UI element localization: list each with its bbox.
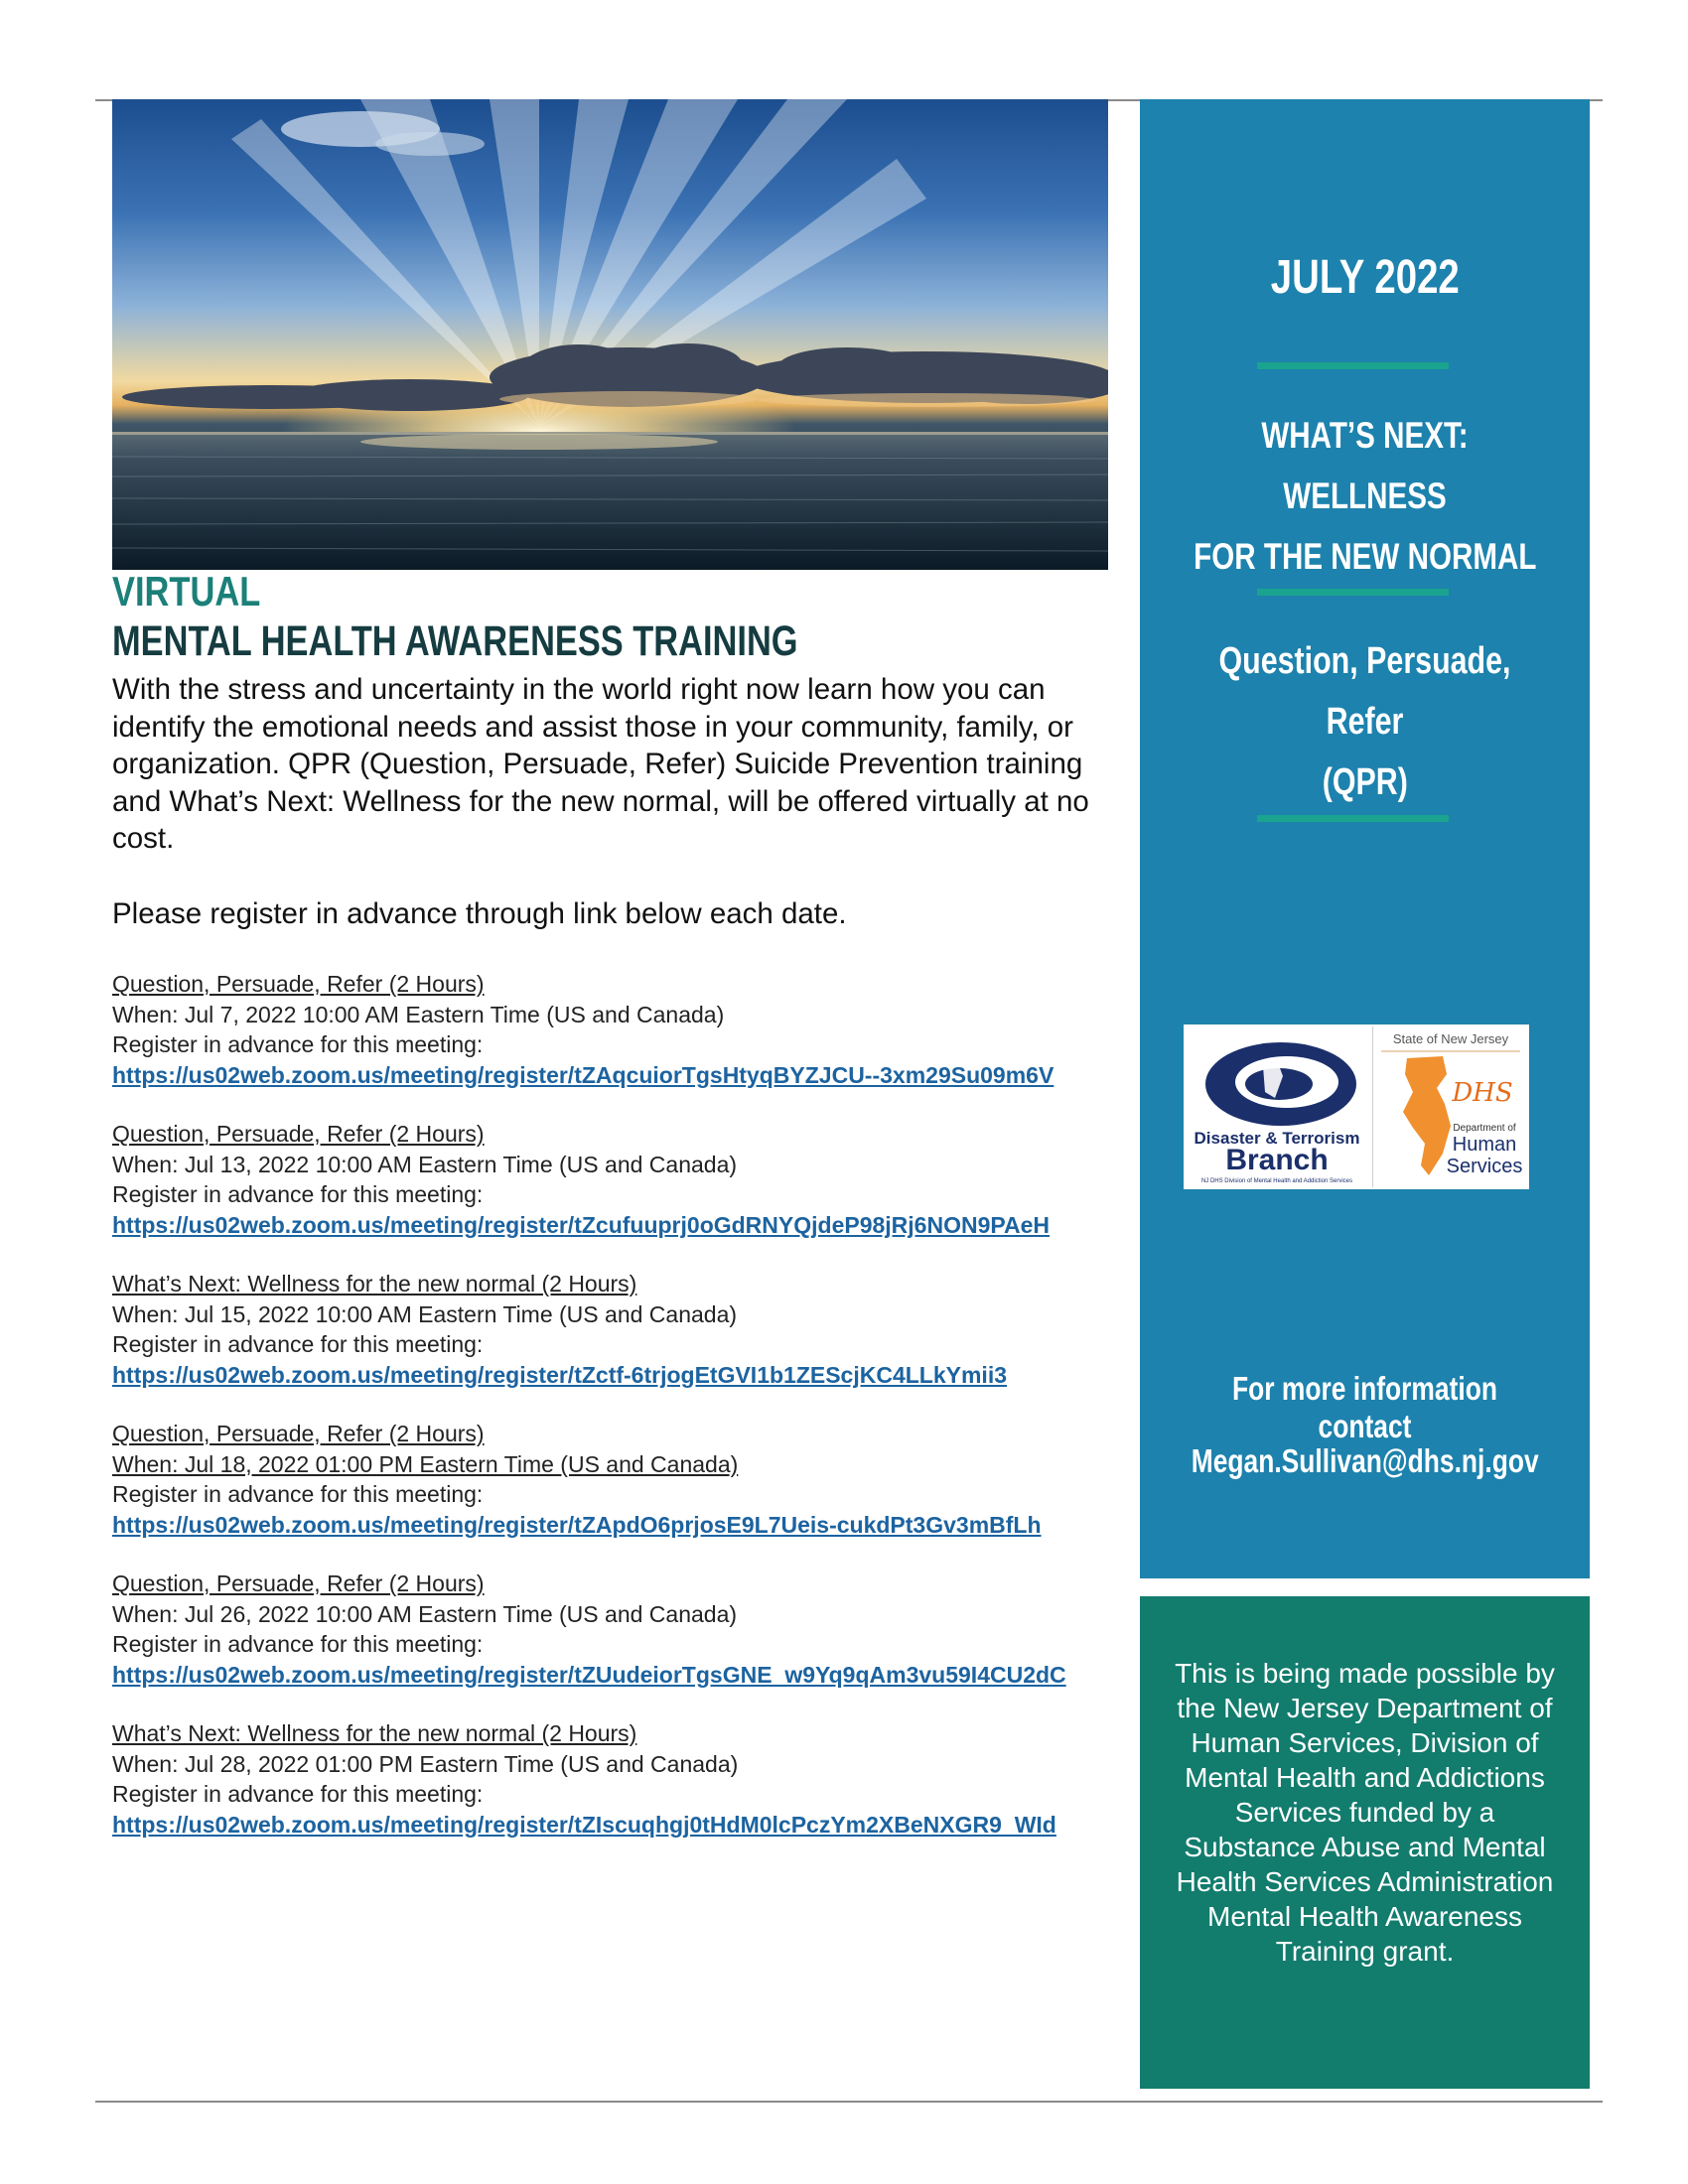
nj-dhs-logo	[1372, 1026, 1528, 1187]
new-jersey-map-icon	[1373, 1026, 1528, 1187]
session-registration-link[interactable]: https://us02web.zoom.us/meeting/register/tZApdO6prjosE9L7Ueis-cukdPt3Gv3mBfLh	[112, 1511, 1042, 1538]
svg-text:Human: Human	[1452, 1134, 1517, 1156]
session-registration-link[interactable]: https://us02web.zoom.us/meeting/register/tZIscuqhgj0tHdM0lcPczYm2XBeNXGR9_WId	[112, 1811, 1056, 1838]
svg-text:Services: Services	[1446, 1156, 1523, 1177]
session-title: What’s Next: Wellness for the new normal (2 Hours)	[112, 1271, 637, 1297]
title-main: MENTAL HEALTH AWARENESS TRAINING	[112, 617, 798, 665]
sidebar-program-wellness: WHAT’S NEXT: WELLNESS FOR THE NEW NORMAL	[1193, 415, 1537, 577]
contact-email[interactable]: Megan.Sullivan@dhs.nj.gov	[1191, 1442, 1539, 1479]
divider-bar	[1257, 362, 1449, 369]
session-title: What’s Next: Wellness for the new normal (2 Hours)	[112, 1720, 637, 1746]
session-item	[112, 969, 1115, 1090]
session-item	[112, 1119, 1115, 1240]
contact-label: For more information contact	[1232, 1370, 1497, 1444]
session-register-label: Register in advance for this meeting:	[112, 1181, 484, 1207]
intro-paragraph: With the stress and uncertainty in the world right now learn how you can identify the emotional needs and assist those in your community, family, or organization. QPR (Question, Persuade, Refer) Suicide Prevention training and What’s Next: Wellness for the new normal, will be offered virtually at no cost.	[112, 673, 1089, 855]
session-register-label: Register in advance for this meeting:	[112, 1781, 484, 1807]
svg-text:Department of: Department of	[1453, 1123, 1516, 1134]
bottom-rule	[95, 2101, 1603, 2103]
session-title: Question, Persuade, Refer (2 Hours)	[112, 1570, 485, 1596]
session-when: When: Jul 26, 2022 10:00 AM Eastern Time (US and Canada)	[112, 1600, 738, 1627]
hero-image	[112, 99, 1108, 570]
disaster-terrorism-branch-logo	[1186, 1026, 1368, 1187]
svg-text:Branch: Branch	[1225, 1144, 1329, 1176]
session-when: When: Jul 13, 2022 10:00 AM Eastern Time (US and Canada)	[112, 1151, 738, 1177]
grant-panel	[1140, 1596, 1590, 2089]
session-item	[112, 1718, 1115, 1840]
session-when: When: Jul 28, 2022 01:00 PM Eastern Time (US and Canada)	[112, 1750, 739, 1777]
session-item	[112, 1269, 1115, 1390]
partner-logos	[1184, 1024, 1529, 1189]
session-registration-link[interactable]: https://us02web.zoom.us/meeting/register/tZUudeiorTgsGNE_w9Yq9qAm3vu59I4CU2dC	[112, 1661, 1066, 1688]
divider-bar	[1257, 815, 1449, 822]
sidebar-program-qpr: Question, Persuade, Refer (QPR)	[1218, 640, 1511, 803]
session-when: When: Jul 18, 2022 01:00 PM Eastern Time (US and Canada)	[112, 1450, 739, 1477]
divider-bar	[1257, 589, 1449, 596]
session-registration-link[interactable]: https://us02web.zoom.us/meeting/register/tZcufuuprj0oGdRNYQjdeP98jRj6NON9PAeH	[112, 1211, 1051, 1238]
svg-text:State of New Jersey: State of New Jersey	[1392, 1031, 1509, 1046]
session-item	[112, 1569, 1115, 1690]
register-note: Please register in advance through link below each date.	[112, 897, 847, 930]
session-when: When: Jul 7, 2022 10:00 AM Eastern Time (US and Canada)	[112, 1001, 725, 1027]
session-list	[112, 969, 1115, 1868]
session-title: Question, Persuade, Refer (2 Hours)	[112, 971, 485, 997]
svg-text:NJ DHS Division of Mental Heal: NJ DHS Division of Mental Health and Addiction Services	[1200, 1178, 1353, 1184]
session-register-label: Register in advance for this meeting:	[112, 1631, 484, 1657]
session-registration-link[interactable]: https://us02web.zoom.us/meeting/register/tZAqcuiorTgsHtyqBYZJCU--3xm29Su09m6V	[112, 1061, 1055, 1088]
session-when: When: Jul 15, 2022 10:00 AM Eastern Time (US and Canada)	[112, 1300, 738, 1327]
session-item	[112, 1419, 1115, 1540]
session-register-label: Register in advance for this meeting:	[112, 1481, 484, 1507]
session-title: Question, Persuade, Refer (2 Hours)	[112, 1421, 485, 1446]
sunrise-illustration	[112, 99, 1108, 570]
session-title: Question, Persuade, Refer (2 Hours)	[112, 1121, 485, 1147]
title-virtual: VIRTUAL	[112, 568, 261, 614]
swirl-logo-icon	[1186, 1026, 1368, 1187]
session-register-label: Register in advance for this meeting:	[112, 1031, 484, 1057]
svg-text:Disaster & Terrorism: Disaster & Terrorism	[1194, 1129, 1360, 1148]
grant-statement: This is being made possible by the New Jersey Department of Human Services, Division of Mental Health and Addictions Services funded by a Substance Abuse and Mental Health Services Administration Mental Health Awareness Training grant.	[1175, 1658, 1555, 1967]
session-register-label: Register in advance for this meeting:	[112, 1331, 484, 1357]
sidebar-date: JULY 2022	[1270, 251, 1460, 304]
session-registration-link[interactable]: https://us02web.zoom.us/meeting/register/tZctf-6trjogEtGVI1b1ZEScjKC4LLkYmii3	[112, 1361, 1007, 1388]
sidebar-panel	[1140, 99, 1590, 1578]
svg-text:DHS: DHS	[1452, 1078, 1513, 1108]
